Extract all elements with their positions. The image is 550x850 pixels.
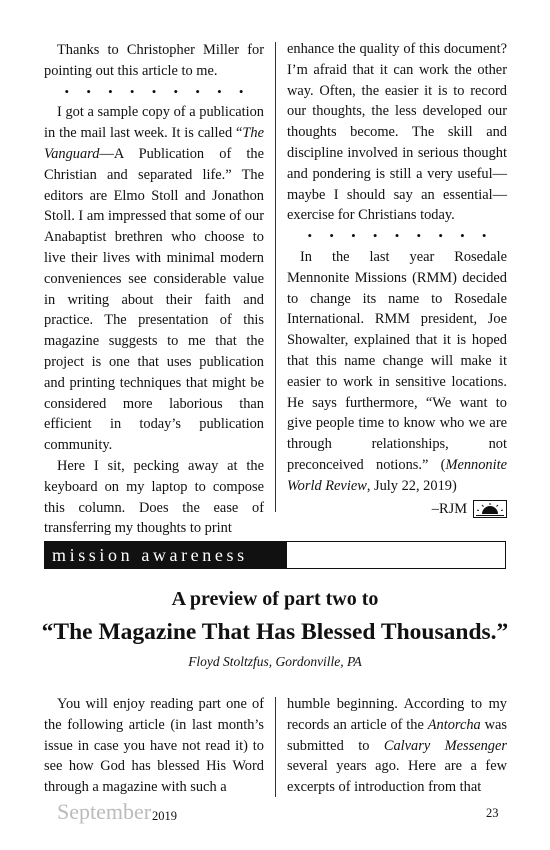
source-title: Mennonite World Review (287, 456, 507, 494)
column-divider (275, 697, 276, 797)
separator-dots: • • • • • • • • • (307, 228, 494, 244)
publication-title: Calvary Messenger (383, 737, 507, 754)
article2-right-column (287, 694, 507, 798)
paragraph: Here I sit, pecking away at the keyboard on my laptop to compose this column. Does the ease of transferring my thoughts to print (44, 457, 264, 537)
publication-title: The Vanguard (44, 125, 264, 162)
article-right-column (287, 39, 507, 519)
footer-year: 2019 (152, 809, 177, 823)
section-banner (44, 541, 506, 569)
paragraph: Thanks to Christopher Miller for pointing out this article to me. (44, 42, 264, 79)
byline: Floyd Stoltzfus, Gordonville, PA (188, 654, 362, 669)
section-label: mission awareness (45, 542, 287, 568)
paragraph: I got a sample copy of a publication in the mail last week. It is called “The Vanguard—A Publication of the Christian and separated life.” The editors are Elmo Stoll and Jonathon Stoll. I am impressed that some of our Anabaptist brethren who choose to live their lives with minimal modern conveniences see considerable value in writing about their faith and practice. The presentation of this magazine suggests to me that the project is one that uses publication and printing techniques that might be considered more laborious than efficient in today’s publication community. (44, 104, 264, 454)
signature-initials: –RJM (431, 500, 467, 517)
signature (287, 499, 507, 520)
headline-line-1: A preview of part two to (171, 588, 379, 610)
paragraph: You will enjoy reading part one of the following article (in last month’s issue in case you have not read it) to see how God has blessed His Word through a magazine with such a (44, 696, 264, 796)
paragraph: enhance the quality of this document? I’m afraid that it can work the other way. Often, the easier it is to record our thoughts, the less developed our thoughts become. The skill and discipline involved in serious thought and pondering is still a very useful—maybe I should say an essential—exercise for Christians today. (287, 41, 507, 224)
footer-month: September (57, 799, 152, 824)
sunrise-ornament-icon (473, 500, 507, 518)
publication-title: Antorcha (427, 716, 481, 733)
column-divider (275, 42, 276, 512)
article2-left-column (44, 694, 264, 798)
headline-line-2: “The Magazine That Has Blessed Thousands.” (41, 619, 509, 645)
article-left-column (44, 40, 264, 539)
paragraph: humble beginning. According to my records an article of the Antorcha was submitted to Calvary Messenger several years ago. Here are a few excerpts of introduction from that (287, 696, 508, 796)
page-number: 23 (486, 806, 499, 820)
paragraph: In the last year Rosedale Mennonite Missions (RMM) decided to change its name to Rosedale International. RMM president, Joe Showalter, explained that it is hoped that this name change will make it easier to work in sensitive locations. He says furthermore, “We want to give people time to know who we are through relationships, not preconceived notions.” (Mennonite World Review, July 22, 2019) (287, 248, 507, 494)
separator-dots: • • • • • • • • • (64, 83, 251, 99)
